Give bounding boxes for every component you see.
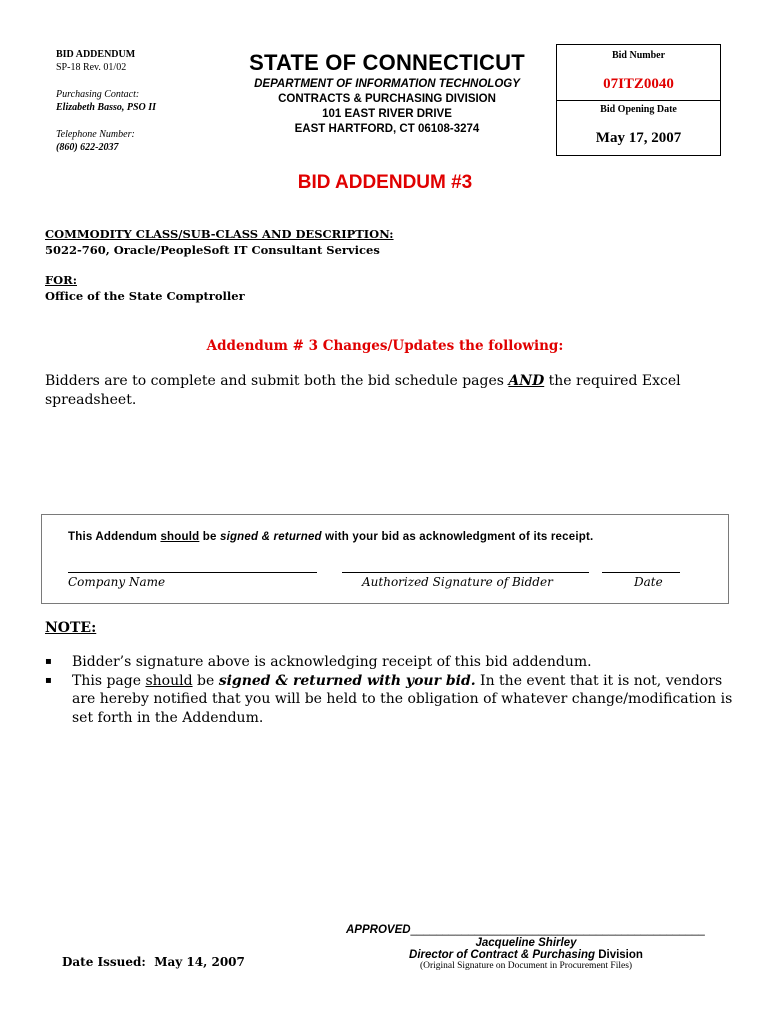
commodity-section [45,226,725,304]
note-item-1-text: Bidder’s signature above is acknowledging receipt of this bid addendum. [72,654,592,670]
contact-name: Elizabeth Basso, PSO II [56,102,157,113]
phone-value: (860) 622-2037 [56,142,119,153]
bid-number-value: 07ITZ0040 [603,76,674,92]
commodity-heading: COMMODITY CLASS/SUB-CLASS AND DESCRIPTION: [45,227,394,241]
date-issued-label: Date Issued: [62,955,146,969]
note-item-2-part-c: In the event that it is not, vendors are hereby notified that you will be held to the obligation of whatever change/modification is set forth in the Addendum. [72,672,733,726]
for-value: Office of the State Comptroller [45,289,245,303]
acknowledgment-box [41,514,729,604]
note-item-2-should: should [145,672,193,689]
division-name: CONTRACTS & PURCHASING DIVISION [278,93,496,105]
purchasing-contact-block [56,48,226,154]
signature-label: Authorized Signature of Bidder [362,575,553,589]
date-label: Date [634,575,663,589]
ack-part-3: with your bid as acknowledgment of its receipt. [321,531,594,543]
date-line[interactable] [602,572,680,573]
bid-box-divider [557,100,720,101]
signer-name: Jacqueline Shirley [475,937,577,949]
for-label: FOR: [45,273,77,287]
signature-line[interactable] [342,572,589,573]
note-heading: NOTE: [45,620,97,636]
signer-title [346,949,706,961]
note-item-2-part-b: be [192,672,219,689]
bid-info-box [556,44,721,156]
body-text-start: Bidders are to complete and submit both the bid schedule pages [45,373,509,389]
phone-label: Telephone Number: [56,129,135,140]
agency-header [222,49,552,137]
ack-part-2: be [199,531,220,543]
contact-label: Purchasing Contact: [56,89,140,100]
bullet-icon: ▪ [45,656,52,667]
approved-line [346,924,706,936]
company-name-label: Company Name [68,575,166,589]
state-title: STATE OF CONNECTICUT [249,50,525,75]
date-issued [62,955,245,969]
note-item [45,653,735,672]
signer-title-rest: Division [595,949,643,961]
bid-number-label: Bid Number [611,50,666,61]
address-line-2: EAST HARTFORD, CT 06108-3274 [294,123,480,135]
body-text-end: the required Excel spreadsheet. [45,373,681,408]
bullet-icon: ▪ [45,674,52,686]
acknowledgment-statement [68,531,593,543]
approved-signature-line: ______________________________________________ [410,924,705,936]
ack-signed: signed & returned [219,531,322,543]
bid-opening-date-value: May 17, 2007 [595,130,682,146]
addendum-title: BID ADDENDUM #3 [297,172,473,193]
original-signature-note: (Original Signature on Document in Procurement Files) [419,961,633,971]
note-list [45,653,735,727]
note-item [45,672,735,728]
note-item-2-bold: signed & returned with your bid. [218,672,476,689]
date-issued-value: May 14, 2007 [154,955,245,969]
form-title: BID ADDENDUM [56,49,136,60]
note-item-2-part-a: This page [72,672,146,689]
company-name-line[interactable] [68,572,317,573]
signer-title-italic: Director of Contract & Purchasing [409,949,595,961]
bid-opening-date-label: Bid Opening Date [600,104,677,115]
department-name: DEPARTMENT OF INFORMATION TECHNOLOGY [254,78,520,90]
address-line-1: 101 EAST RIVER DRIVE [322,108,452,120]
changes-heading: Addendum # 3 Changes/Updates the following: [206,338,564,354]
ack-part-1: This Addendum [68,531,161,543]
addendum-body [45,372,735,410]
commodity-value: 5022-760, Oracle/PeopleSoft IT Consultant Services [45,243,380,257]
approved-label: APPROVED [346,924,411,936]
form-revision: SP-18 Rev. 01/02 [56,62,127,73]
approval-block [346,924,706,971]
ack-should: should [160,531,200,543]
body-emphasis: AND [508,373,545,389]
